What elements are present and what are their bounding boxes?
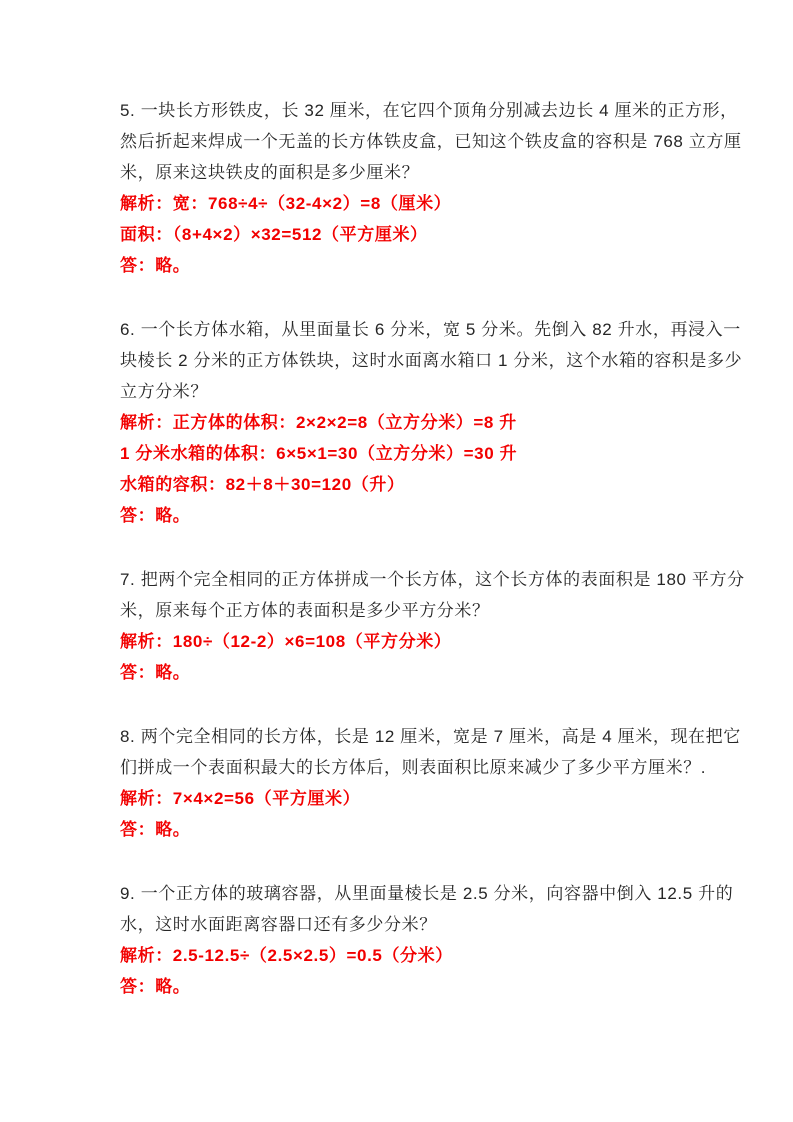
question-line: 然后折起来焊成一个无盖的长方体铁皮盒，已知这个铁皮盒的容积是 768 立方厘 [120,132,742,151]
question-line: 6. 一个长方体水箱，从里面量长 6 分米，宽 5 分米。先倒入 82 升水，再浸入一 [120,320,741,339]
solution-line: 解析：正方体的体积：2×2×2=8（立方分米）=8 升 [120,413,517,432]
question-line: 们拼成一个表面积最大的长方体后，则表面积比原来减少了多少平方厘米？. [120,758,707,777]
problem-block-9 [120,878,780,1002]
answer-line: 答：略。 [120,663,191,682]
solution-line: 1 分米水箱的体积：6×5×1=30（立方分米）=30 升 [120,444,518,463]
solution-line: 解析：2.5-12.5÷（2.5×2.5）=0.5（分米） [120,946,453,965]
question-line: 块棱长 2 分米的正方体铁块，这时水面离水箱口 1 分米，这个水箱的容积是多少 [120,351,743,370]
answer-line: 答：略。 [120,256,191,275]
problem-block-6 [120,314,780,531]
solution-line: 水箱的容积：82＋8＋30=120（升） [120,475,405,494]
question-line: 水，这时水面距离容器口还有多少分米？ [120,915,437,934]
question-line: 8. 两个完全相同的长方体，长是 12 厘米，宽是 7 厘米，高是 4 厘米，现在把它 [120,727,741,746]
solution-line: 解析：宽：768÷4÷（32-4×2）=8（厘米） [120,194,452,213]
solution-line: 解析：180÷（12-2）×6=108（平方分米） [120,632,452,651]
answer-line: 答：略。 [120,977,191,996]
question-line: 立方分米？ [120,382,208,401]
solution-line: 解析：7×4×2=56（平方厘米） [120,789,361,808]
question-line: 7. 把两个完全相同的正方体拼成一个长方体，这个长方体的表面积是 180 平方分 [120,570,745,589]
worksheet-content [120,95,780,1035]
question-line: 米，原来这块铁皮的面积是多少厘米？ [120,163,420,182]
question-line: 9. 一个正方体的玻璃容器，从里面量棱长是 2.5 分米，向容器中倒入 12.5 升的 [120,884,734,903]
solution-line: 面积：（8+4×2）×32=512（平方厘米） [120,225,428,244]
problem-block-5 [120,95,780,281]
question-line: 米，原来每个正方体的表面积是多少平方分米？ [120,601,490,620]
answer-line: 答：略。 [120,820,191,839]
answer-line: 答：略。 [120,506,191,525]
problem-block-7 [120,564,780,688]
problem-block-8 [120,721,780,845]
question-line: 5. 一块长方形铁皮，长 32 厘米，在它四个顶角分别减去边长 4 厘米的正方形， [120,101,738,120]
